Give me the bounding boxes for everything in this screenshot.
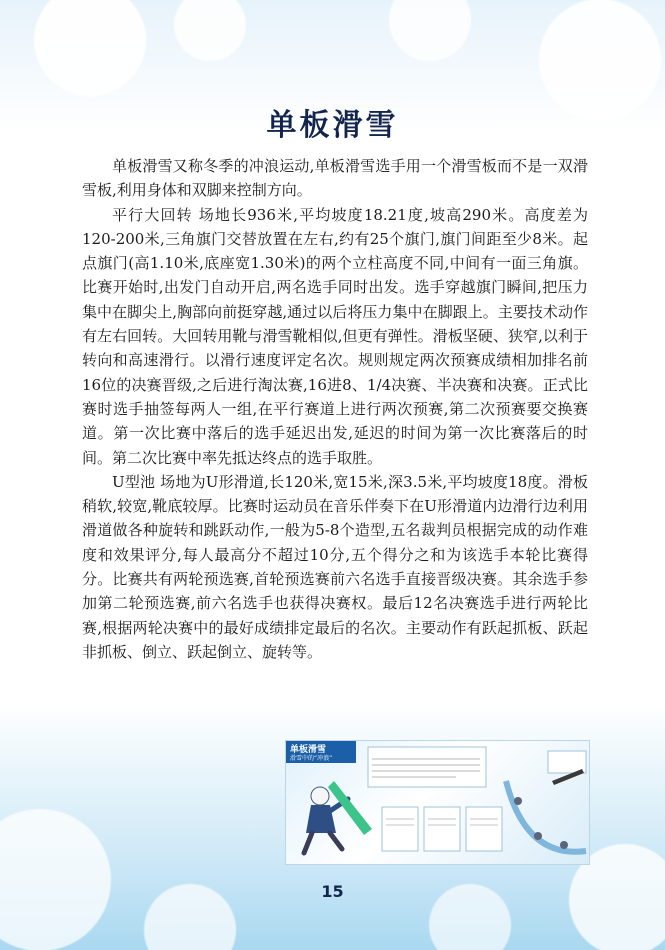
page-number: 15 [321, 882, 344, 901]
infographic-banner [286, 741, 356, 763]
article-body [82, 154, 588, 664]
snowboard-infographic [285, 740, 590, 865]
halfpipe-diagram [506, 751, 586, 852]
infographic-subtitle: 滑雪中的“冲浪” [290, 755, 333, 762]
paragraph-parallel-giant-slalom: 平行大回转 场地长936米,平均坡度18.21度,坡高290米。高度差为120-200米,三角旗门交替放置在左右,约有25个旗门,旗门间距至少8米。起点旗门(高1.10米,底座宽1.30米)的两个立柱高度不同,中间有一面三角旗。比赛开始时,出发门自动开启,两名选手同时出发。选手穿越旗门瞬间,把压力集中在脚尖上,胸部向前挺穿越,通过以后将压力集中在脚跟上。主要技术动作有左右回转。大回转用靴与滑雪靴相似,但更有弹性。滑板坚硬、狭窄,以利于转向和高速滑行。以滑行速度评定名次。规则规定两次预赛成绩相加排名前16位的决赛晋级,之后进行淘汰赛,16进8、1/4决赛、半决赛和决赛。正式比赛时选手抽签每两人一组,在平行赛道上进行两次预赛,第二次预赛要交换赛道。第一次比赛中落后的选手延迟出发,延迟的时间为第一次比赛落后的时间。第二次比赛中率先抵达终点的选手取胜。 [82, 205, 588, 467]
info-panels [368, 747, 502, 851]
paragraph-intro: 单板滑雪又称冬季的冲浪运动,单板滑雪选手用一个滑雪板而不是一双滑雪板,利用身体和双脚来控制方向。 [82, 157, 588, 200]
page-title: 单板滑雪 [266, 108, 399, 143]
snowboarder-graphic [304, 781, 372, 853]
infographic-title: 单板滑雪 [290, 745, 327, 755]
paragraph-halfpipe: U型池 场地为U形滑道,长120米,宽15米,深3.5米,平均坡度18度。滑板稍软,较宽,靴底较厚。比赛时运动员在音乐伴奏下在U形滑道内边滑行边利用滑道做各种旋转和跳跃动作,一般为5-8个造型,五名裁判员根据完成的动作难度和效果评分,每人最高分不超过10分,五个得分之和为该选手本轮比赛得分。比赛共有两轮预选赛,首轮预选赛前六名选手直接晋级决赛。其余选手参加第二轮预选赛,前六名选手也获得决赛权。最后12名决赛选手进行两轮比赛,根据两轮决赛中的最好成绩排定最后的名次。主要动作有跃起抓板、跃起非抓板、倒立、跃起倒立、旋转等。 [82, 472, 588, 661]
